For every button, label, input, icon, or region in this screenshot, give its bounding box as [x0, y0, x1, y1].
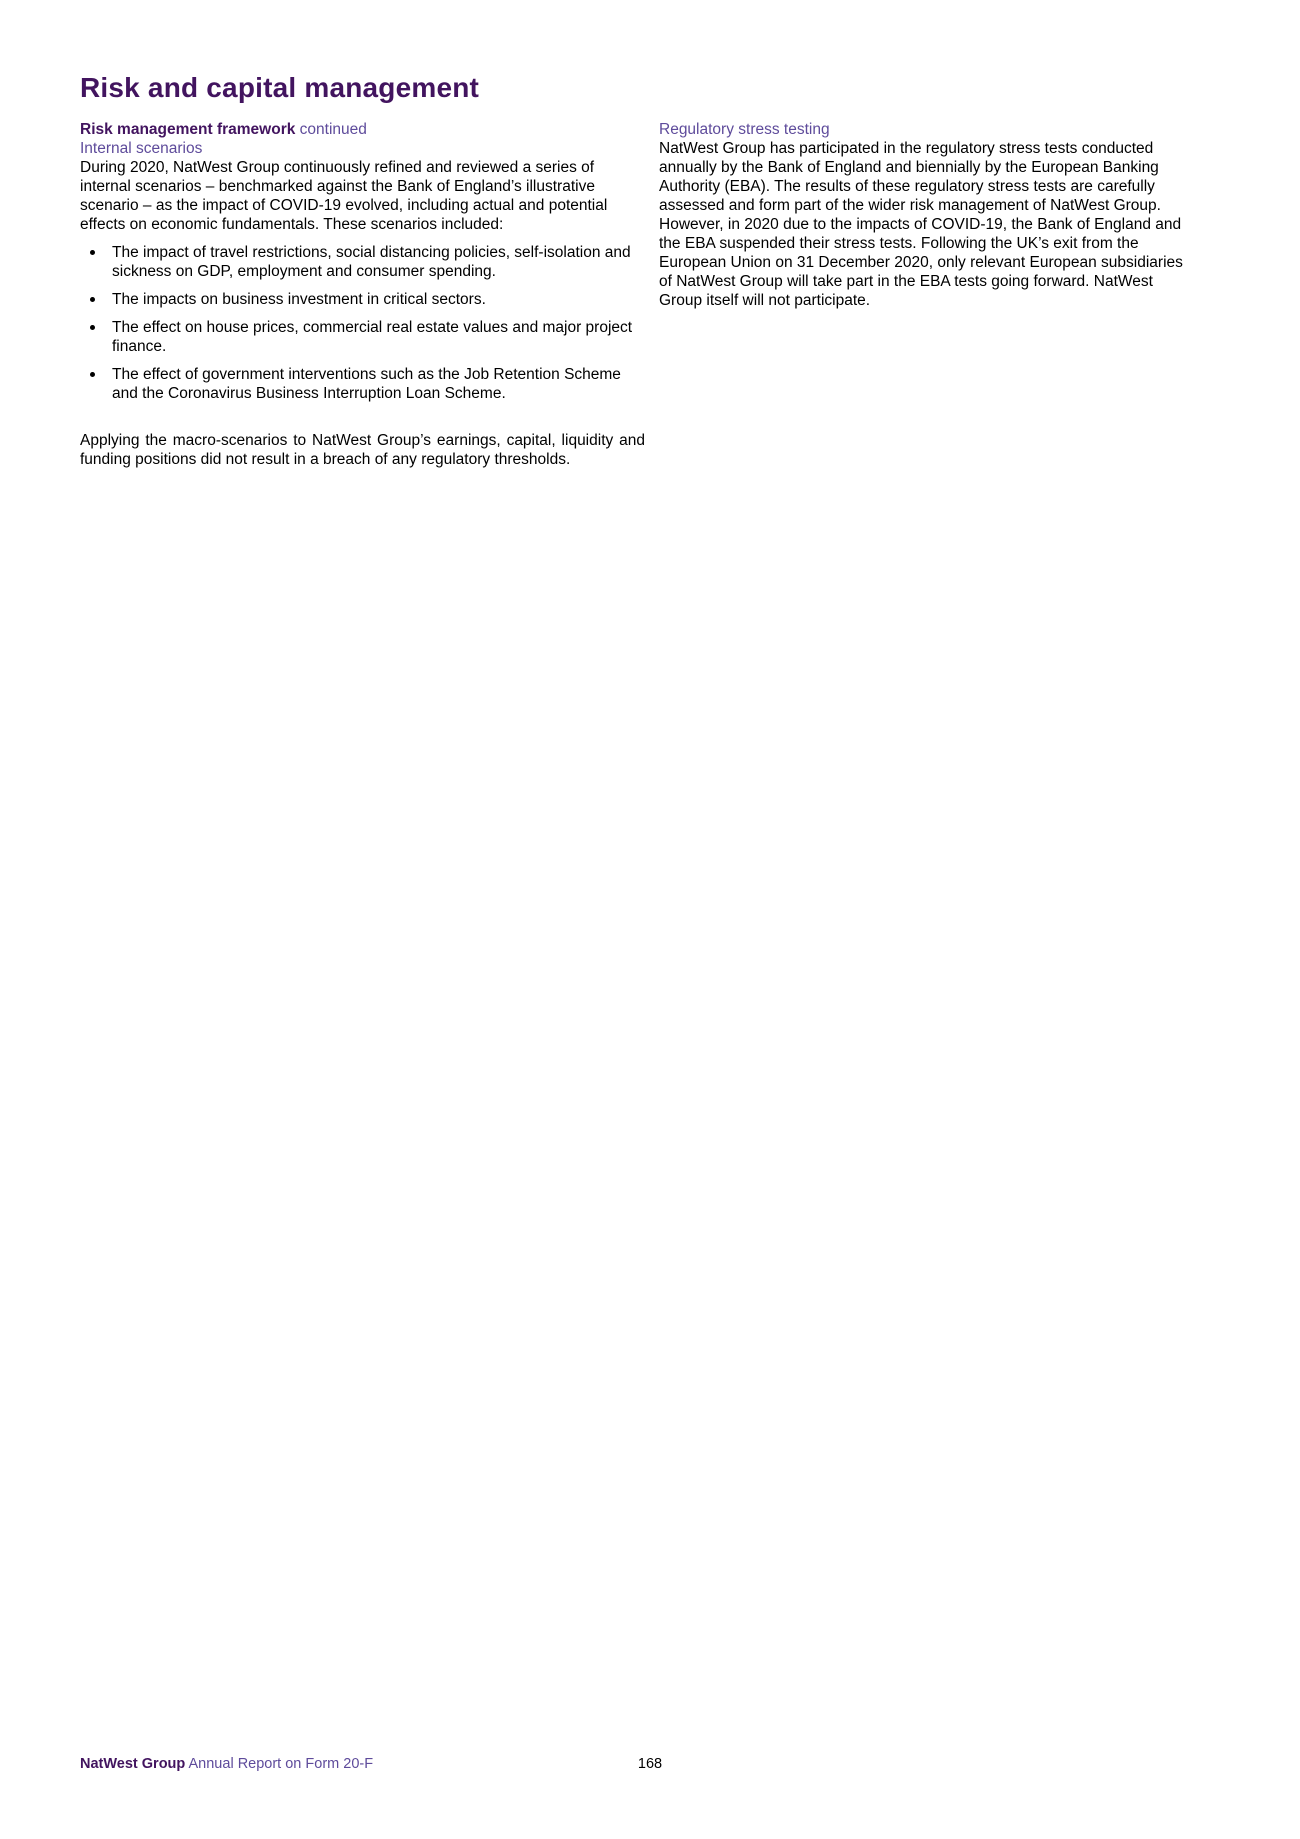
section-heading-continued: continued [295, 121, 367, 138]
bullet-icon [90, 297, 95, 302]
list-item [80, 290, 645, 309]
section-heading [80, 120, 645, 139]
left-column [80, 120, 645, 469]
bullet-icon [90, 250, 95, 255]
footer-brand-name: NatWest Group [80, 1756, 186, 1772]
section-heading-bold: Risk management framework [80, 121, 296, 138]
scenario-bullet-list [80, 243, 645, 403]
bullet-icon [90, 372, 95, 377]
page-number: 168 [637, 1756, 663, 1772]
left-subheading: Internal scenarios [80, 140, 203, 157]
list-item-text: The effect of government interventions such as the Job Retention Scheme and the Coronavirus Business Interruption Loan Scheme. [112, 366, 621, 402]
right-subheading: Regulatory stress testing [659, 121, 830, 138]
regulatory-paragraph: NatWest Group has participated in the regulatory stress tests conducted annually by the Bank of England and biennially by the European Banking Authority (EBA). The results of these regulatory stress tests are carefully assessed and form part of the wider risk management of NatWest Group. However, in 2020 due to the impacts of COVID-19, the Bank of England and the EBA suspended their stress tests. Following the UK’s exit from the European Union on 31 December 2020, only relevant European subsidiaries of NatWest Group will take part in the EBA tests going forward. NatWest Group itself will not participate. [659, 140, 1183, 309]
two-column-layout [80, 120, 1200, 469]
list-item-text: The impacts on business investment in critical sectors. [112, 291, 486, 308]
right-column [659, 120, 1200, 310]
list-item-text: The effect on house prices, commercial real estate values and major project finance. [112, 319, 633, 355]
footer-brand [80, 1755, 373, 1773]
list-item [80, 243, 645, 281]
page-title: Risk and capital management [80, 72, 480, 103]
list-item-text: The impact of travel restrictions, social distancing policies, self-isolation and sickness on GDP, employment and consumer spending. [112, 244, 631, 280]
closing-paragraph: Applying the macro-scenarios to NatWest Group’s earnings, capital, liquidity and funding positions did not result in a breach of any regulatory thresholds. [80, 432, 645, 468]
bullet-icon [90, 325, 95, 330]
list-item [80, 318, 645, 356]
intro-paragraph: During 2020, NatWest Group continuously refined and reviewed a series of internal scenarios – benchmarked against the Bank of England’s illustrative scenario – as the impact of COVID-19 evolved, including actual and potential effects on economic fundamentals. These scenarios included: [80, 159, 608, 233]
footer-report-title: Annual Report on Form 20-F [185, 1756, 374, 1772]
page-content [80, 72, 1200, 469]
list-item [80, 365, 645, 403]
